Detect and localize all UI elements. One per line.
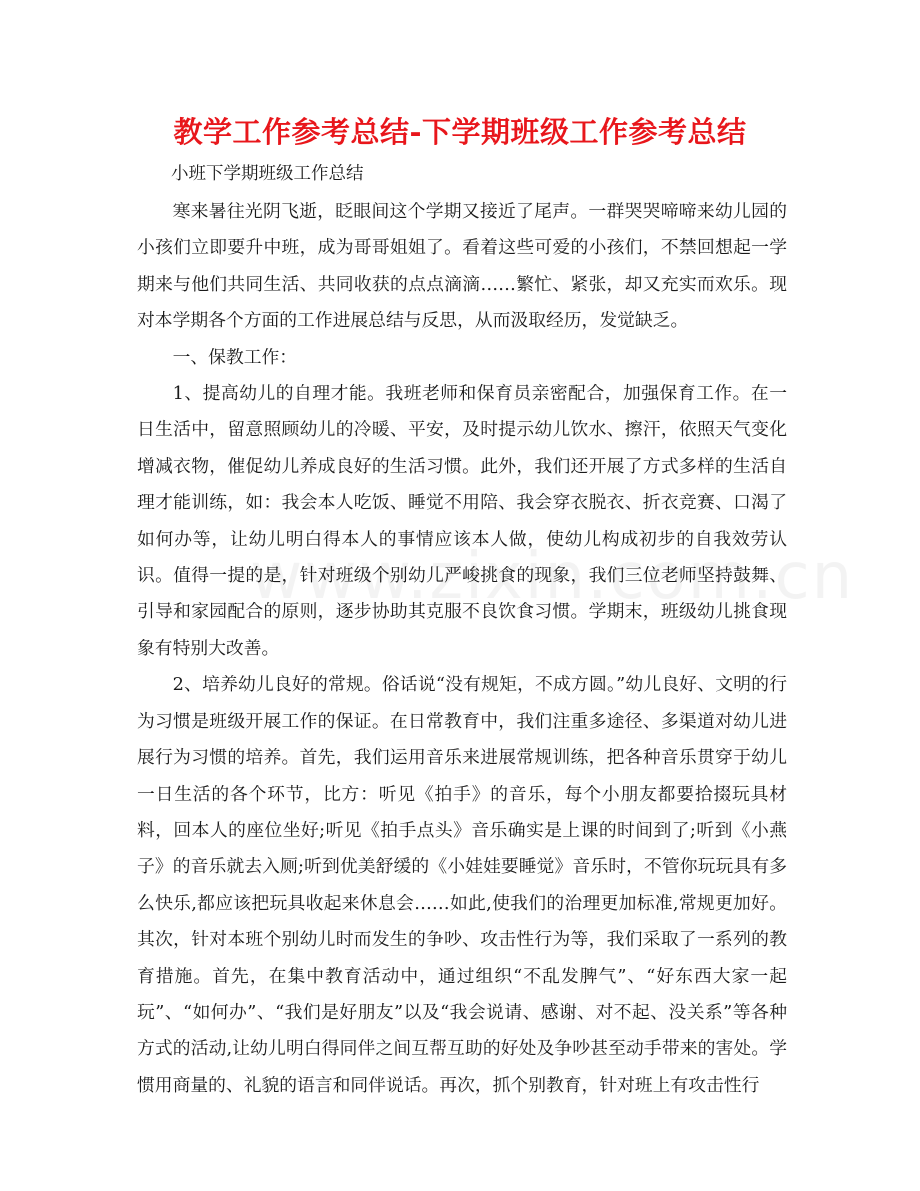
- document-title: 教学工作参考总结-下学期班级工作参考总结: [173, 115, 747, 149]
- paragraph-routines: 2、培养幼儿良好的常规。俗话说“没有规矩，不成方圆。”幼儿良好、文明的行为习惯是班级开展工作的保证。在日常教育中，我们注重多途径、多渠道对幼儿进展行为习惯的培养。首先，我们运用音乐来进展常规训练，把各种音乐贯穿于幼儿一日生活的各个环节，比方：听见《拍手》的音乐，每个小朋友都要拾掇玩具材料，回本人的座位坐好;听见《拍手点头》音乐确实是上课的时间到了;听到《小燕子》的音乐就去入厕;听到优美舒缓的《小娃娃要睡觉》音乐时，不管你玩玩具有多么快乐,都应该把玩具收起来休息会……如此,使我们的治理更加标准,常规更加好。其次，针对本班个别幼儿时而发生的争吵、攻击性行为等，我们采取了一系列的教育措施。首先，在集中教育活动中，通过组织“不乱发脾气”、“好东西大家一起玩”、“如何办”、“我们是好朋友”以及“我会说请、感谢、对不起、没关系”等各种方式的活动,让幼儿明白得同伴之间互帮互助的好处及争吵甚至动手带来的害处。学惯用商量的、礼貌的语言和同伴说话。再次，抓个别教育，针对班上有攻击性行: [137, 674, 787, 1096]
- document-subtitle: 小班下学期班级工作总结: [171, 164, 364, 184]
- paragraph-intro: 寒来暑往光阴飞逝，眨眼间这个学期又接近了尾声。一群哭哭啼啼来幼儿园的小孩们立即要升中班，成为哥哥姐姐了。看着这些可爱的小孩们，不禁回想起一学期来与他们共同生活、共同收获的点点滴滴……繁忙、紧张，却又充实而欢乐。现对本学期各个方面的工作进展总结与反思，从而汲取经历，发觉缺乏。: [137, 201, 787, 332]
- paragraph-self-care: 1、提高幼儿的自理才能。我班老师和保育员亲密配合，加强保育工作。在一日生活中，留意照顾幼儿的冷暖、平安，及时提示幼儿饮水、擦汗，依照天气变化增减衣物，催促幼儿养成良好的生活习惯。此外，我们还开展了方式多样的生活自理才能训练，如：我会本人吃饭、睡觉不用陪、我会穿衣脱衣、折衣竞赛、口渴了如何办等，让幼儿明白得本人的事情应该本人做，使幼儿构成初步的自我效劳认识。值得一提的是，针对班级个别幼儿严峻挑食的现象，我们三位老师坚持鼓舞、引导和家园配合的原则，逐步协助其克服不良饮食习惯。学期末，班级幼儿挑食现象有特别大改善。: [137, 383, 787, 659]
- document-body: [137, 194, 787, 1104]
- section-heading-care-education: 一、保教工作：: [172, 346, 298, 368]
